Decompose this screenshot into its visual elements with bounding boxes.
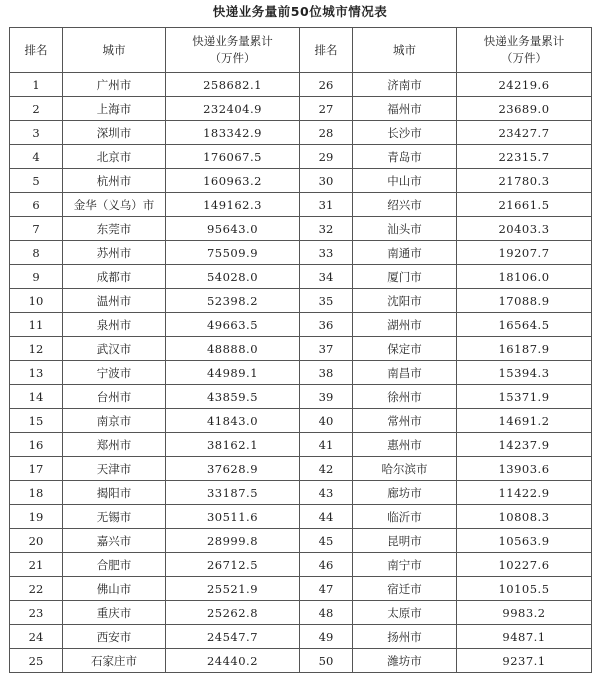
rank-cell: 25 — [10, 649, 63, 673]
volume-header-line1: 快递业务量累计 — [192, 34, 273, 48]
volume-cell: 23689.0 — [457, 97, 592, 121]
city-cell: 扬州市 — [353, 625, 457, 649]
volume-cell: 20403.3 — [457, 217, 592, 241]
table-row — [10, 193, 592, 217]
table-row — [10, 169, 592, 193]
volume-cell: 54028.0 — [166, 265, 300, 289]
city-cell: 临沂市 — [353, 505, 457, 529]
city-cell: 泉州市 — [63, 313, 166, 337]
city-cell: 宁波市 — [63, 361, 166, 385]
rank-cell: 18 — [10, 481, 63, 505]
table-row — [10, 649, 592, 673]
city-cell: 苏州市 — [63, 241, 166, 265]
city-cell: 沈阳市 — [353, 289, 457, 313]
volume-cell: 43859.5 — [166, 385, 300, 409]
volume-cell: 176067.5 — [166, 145, 300, 169]
volume-cell: 183342.9 — [166, 121, 300, 145]
volume-cell: 25262.8 — [166, 601, 300, 625]
rank-cell: 8 — [10, 241, 63, 265]
rank-cell: 20 — [10, 529, 63, 553]
volume-cell: 44989.1 — [166, 361, 300, 385]
city-cell: 郑州市 — [63, 433, 166, 457]
header-row — [10, 28, 592, 73]
table-row — [10, 97, 592, 121]
rank-cell: 36 — [300, 313, 353, 337]
rank-cell: 42 — [300, 457, 353, 481]
volume-cell: 49663.5 — [166, 313, 300, 337]
city-cell: 南昌市 — [353, 361, 457, 385]
volume-cell: 33187.5 — [166, 481, 300, 505]
city-cell: 西安市 — [63, 625, 166, 649]
rank-header: 排名 — [10, 28, 63, 73]
city-cell: 北京市 — [63, 145, 166, 169]
volume-cell: 9237.1 — [457, 649, 592, 673]
city-cell: 保定市 — [353, 337, 457, 361]
city-cell: 武汉市 — [63, 337, 166, 361]
volume-cell: 15394.3 — [457, 361, 592, 385]
volume-header-line2: （万件） — [209, 51, 256, 65]
city-cell: 东莞市 — [63, 217, 166, 241]
volume-cell: 16564.5 — [457, 313, 592, 337]
table-row — [10, 73, 592, 97]
city-cell: 成都市 — [63, 265, 166, 289]
rank-cell: 45 — [300, 529, 353, 553]
rank-cell: 47 — [300, 577, 353, 601]
rank-cell: 40 — [300, 409, 353, 433]
table-row — [10, 241, 592, 265]
rank-cell: 38 — [300, 361, 353, 385]
rank-cell: 24 — [10, 625, 63, 649]
rank-cell: 31 — [300, 193, 353, 217]
city-cell: 汕头市 — [353, 217, 457, 241]
volume-cell: 18106.0 — [457, 265, 592, 289]
rank-cell: 26 — [300, 73, 353, 97]
city-cell: 绍兴市 — [353, 193, 457, 217]
city-volume-table — [9, 27, 592, 673]
table-row — [10, 601, 592, 625]
city-cell: 天津市 — [63, 457, 166, 481]
table-row — [10, 361, 592, 385]
table-row — [10, 337, 592, 361]
rank-cell: 5 — [10, 169, 63, 193]
table-row — [10, 313, 592, 337]
city-cell: 廊坊市 — [353, 481, 457, 505]
volume-cell: 232404.9 — [166, 97, 300, 121]
city-cell: 惠州市 — [353, 433, 457, 457]
table-row — [10, 577, 592, 601]
city-header: 城市 — [63, 28, 166, 73]
city-cell: 金华（义乌）市 — [63, 193, 166, 217]
volume-cell: 24440.2 — [166, 649, 300, 673]
volume-cell: 38162.1 — [166, 433, 300, 457]
volume-cell: 95643.0 — [166, 217, 300, 241]
rank-cell: 29 — [300, 145, 353, 169]
city-cell: 南通市 — [353, 241, 457, 265]
city-cell: 徐州市 — [353, 385, 457, 409]
table-row — [10, 289, 592, 313]
rank-cell: 50 — [300, 649, 353, 673]
city-cell: 无锡市 — [63, 505, 166, 529]
volume-cell: 75509.9 — [166, 241, 300, 265]
city-cell: 石家庄市 — [63, 649, 166, 673]
table-body — [10, 73, 592, 673]
volume-cell: 11422.9 — [457, 481, 592, 505]
table-row — [10, 265, 592, 289]
table-row — [10, 505, 592, 529]
volume-header-line1: 快递业务量累计 — [483, 34, 565, 48]
city-cell: 佛山市 — [63, 577, 166, 601]
volume-cell: 10105.5 — [457, 577, 592, 601]
volume-cell: 19207.7 — [457, 241, 592, 265]
table-row — [10, 145, 592, 169]
table-row — [10, 553, 592, 577]
rank-cell: 32 — [300, 217, 353, 241]
volume-cell: 9983.2 — [457, 601, 592, 625]
city-cell: 杭州市 — [63, 169, 166, 193]
city-cell: 深圳市 — [63, 121, 166, 145]
rank-cell: 49 — [300, 625, 353, 649]
table-row — [10, 217, 592, 241]
volume-header — [166, 28, 300, 73]
volume-cell: 22315.7 — [457, 145, 592, 169]
rank-cell: 16 — [10, 433, 63, 457]
table-row — [10, 121, 592, 145]
rank-cell: 33 — [300, 241, 353, 265]
table-row — [10, 529, 592, 553]
table-row — [10, 385, 592, 409]
volume-cell: 25521.9 — [166, 577, 300, 601]
city-cell: 南京市 — [63, 409, 166, 433]
rank-cell: 1 — [10, 73, 63, 97]
volume-cell: 10227.6 — [457, 553, 592, 577]
rank-cell: 10 — [10, 289, 63, 313]
volume-cell: 21780.3 — [457, 169, 592, 193]
volume-cell: 14237.9 — [457, 433, 592, 457]
volume-header — [457, 28, 592, 73]
rank-cell: 35 — [300, 289, 353, 313]
city-cell: 长沙市 — [353, 121, 457, 145]
volume-cell: 23427.7 — [457, 121, 592, 145]
volume-cell: 16187.9 — [457, 337, 592, 361]
rank-cell: 22 — [10, 577, 63, 601]
volume-cell: 26712.5 — [166, 553, 300, 577]
rank-header: 排名 — [300, 28, 353, 73]
rank-cell: 15 — [10, 409, 63, 433]
rank-cell: 9 — [10, 265, 63, 289]
volume-cell: 24547.7 — [166, 625, 300, 649]
rank-cell: 11 — [10, 313, 63, 337]
volume-cell: 14691.2 — [457, 409, 592, 433]
volume-cell: 149162.3 — [166, 193, 300, 217]
city-cell: 温州市 — [63, 289, 166, 313]
city-cell: 宿迁市 — [353, 577, 457, 601]
city-cell: 合肥市 — [63, 553, 166, 577]
volume-cell: 13903.6 — [457, 457, 592, 481]
rank-cell: 30 — [300, 169, 353, 193]
city-cell: 上海市 — [63, 97, 166, 121]
rank-cell: 17 — [10, 457, 63, 481]
city-cell: 福州市 — [353, 97, 457, 121]
table-row — [10, 481, 592, 505]
rank-cell: 21 — [10, 553, 63, 577]
city-cell: 昆明市 — [353, 529, 457, 553]
city-cell: 济南市 — [353, 73, 457, 97]
volume-cell: 48888.0 — [166, 337, 300, 361]
volume-cell: 21661.5 — [457, 193, 592, 217]
volume-cell: 15371.9 — [457, 385, 592, 409]
city-cell: 哈尔滨市 — [353, 457, 457, 481]
volume-cell: 28999.8 — [166, 529, 300, 553]
city-cell: 中山市 — [353, 169, 457, 193]
volume-cell: 30511.6 — [166, 505, 300, 529]
rank-cell: 39 — [300, 385, 353, 409]
volume-cell: 160963.2 — [166, 169, 300, 193]
rank-cell: 14 — [10, 385, 63, 409]
city-cell: 重庆市 — [63, 601, 166, 625]
rank-cell: 48 — [300, 601, 353, 625]
rank-cell: 3 — [10, 121, 63, 145]
table-row — [10, 625, 592, 649]
table-row — [10, 433, 592, 457]
city-cell: 广州市 — [63, 73, 166, 97]
volume-cell: 10808.3 — [457, 505, 592, 529]
rank-cell: 23 — [10, 601, 63, 625]
rank-cell: 37 — [300, 337, 353, 361]
rank-cell: 12 — [10, 337, 63, 361]
volume-cell: 258682.1 — [166, 73, 300, 97]
table-row — [10, 409, 592, 433]
volume-cell: 37628.9 — [166, 457, 300, 481]
rank-cell: 13 — [10, 361, 63, 385]
volume-cell: 17088.9 — [457, 289, 592, 313]
volume-cell: 24219.6 — [457, 73, 592, 97]
volume-cell: 41843.0 — [166, 409, 300, 433]
volume-cell: 9487.1 — [457, 625, 592, 649]
rank-cell: 7 — [10, 217, 63, 241]
rank-cell: 41 — [300, 433, 353, 457]
rank-cell: 28 — [300, 121, 353, 145]
city-cell: 厦门市 — [353, 265, 457, 289]
volume-cell: 52398.2 — [166, 289, 300, 313]
rank-cell: 4 — [10, 145, 63, 169]
rank-cell: 19 — [10, 505, 63, 529]
city-cell: 潍坊市 — [353, 649, 457, 673]
rank-cell: 6 — [10, 193, 63, 217]
table-title: 快递业务量前50位城市情况表 — [212, 4, 388, 19]
volume-header-line2: （万件） — [501, 51, 547, 65]
rank-cell: 27 — [300, 97, 353, 121]
rank-cell: 46 — [300, 553, 353, 577]
city-cell: 台州市 — [63, 385, 166, 409]
rank-cell: 44 — [300, 505, 353, 529]
city-cell: 揭阳市 — [63, 481, 166, 505]
rank-cell: 2 — [10, 97, 63, 121]
city-cell: 常州市 — [353, 409, 457, 433]
city-cell: 南宁市 — [353, 553, 457, 577]
city-cell: 嘉兴市 — [63, 529, 166, 553]
rank-cell: 34 — [300, 265, 353, 289]
volume-cell: 10563.9 — [457, 529, 592, 553]
city-header: 城市 — [353, 28, 457, 73]
city-cell: 太原市 — [353, 601, 457, 625]
city-cell: 湖州市 — [353, 313, 457, 337]
city-cell: 青岛市 — [353, 145, 457, 169]
table-row — [10, 457, 592, 481]
rank-cell: 43 — [300, 481, 353, 505]
